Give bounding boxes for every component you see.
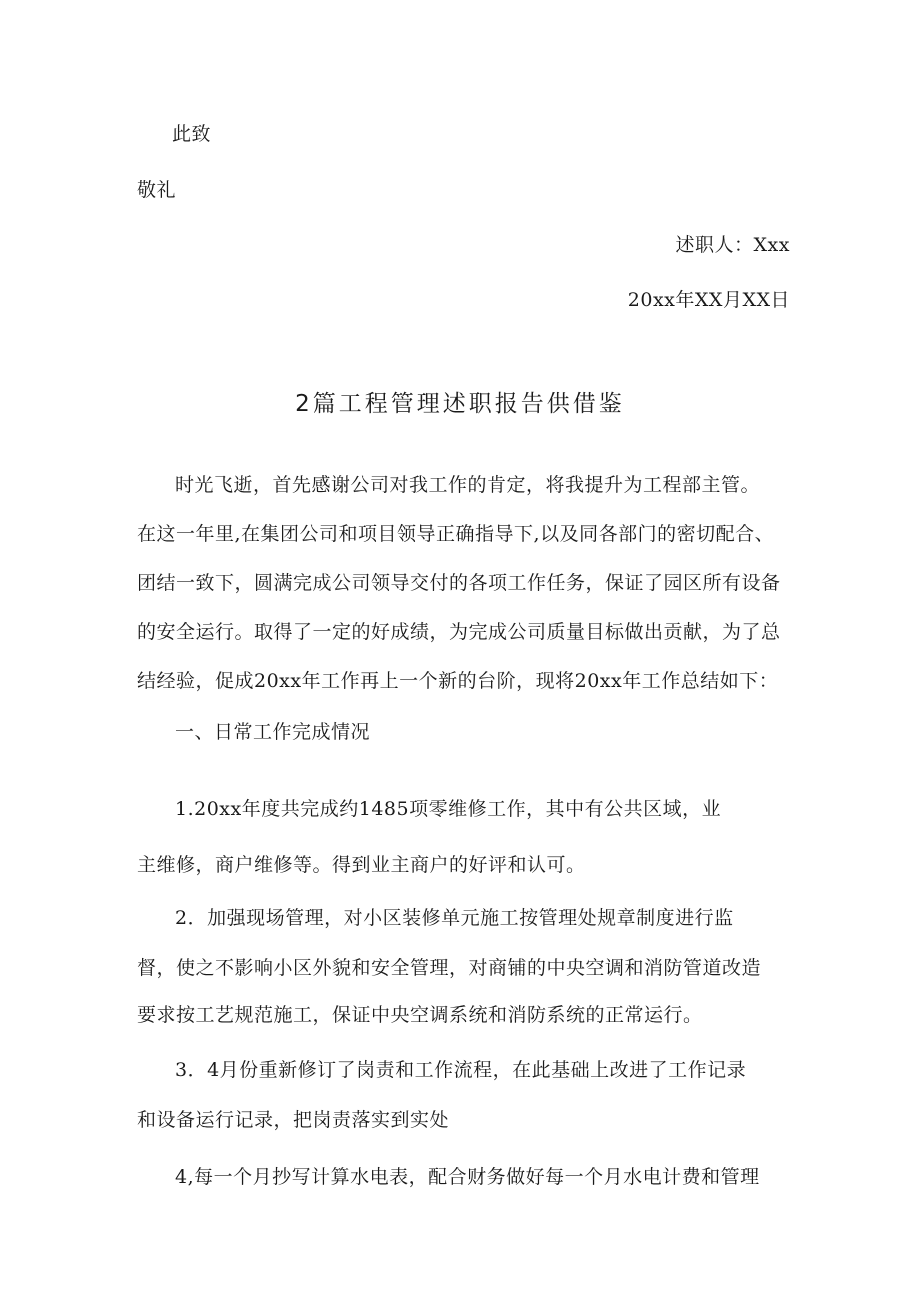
intro-line-1: 时光飞逝，首先感谢公司对我工作的肯定，将我提升为工程部主管。 [175,474,761,496]
item4-line-1: 4,每一个月抄写计算水电表，配合财务做好每一个月水电计费和管理 [175,1166,760,1188]
intro-line-4: 的安全运行。取得了一定的好成绩，为完成公司质量目标做出贡献，为了总 [137,621,781,643]
intro-line-3: 团结一致下，圆满完成公司领导交付的各项工作任务，保证了园区所有设备 [137,572,781,594]
item2-line-3: 要求按工艺规范施工，保证中央空调系统和消防系统的正常运行。 [137,1004,703,1026]
signer-line: 述职人：Xxx [675,234,790,256]
item3-line-1: 3．4月份重新修订了岗责和工作流程，在此基础上改进了工作记录 [175,1059,747,1081]
date-line: 20xx年XX月XX日 [627,289,790,311]
closing-salute-1: 此致 [172,123,212,145]
item2-line-2: 督，使之不影响小区外貌和安全管理，对商铺的中央空调和消防管道改造 [137,957,762,979]
item1-line-1: 1.20xx年度共完成约1485项零维修工作，其中有公共区域，业 [175,798,722,820]
item2-line-1: 2．加强现场管理，对小区装修单元施工按管理处规章制度进行监 [175,907,734,929]
article-title: 2篇工程管理述职报告供借鉴 [295,391,625,417]
item3-line-2: 和设备运行记录，把岗责落实到实处 [137,1109,450,1131]
intro-line-5: 结经验，促成20xx年工作再上一个新的台阶，现将20xx年工作总结如下： [137,670,779,692]
section-heading: 一、日常工作完成情况 [175,721,371,743]
closing-salute-2: 敬礼 [137,179,177,201]
intro-line-2: 在这一年里,在集团公司和项目领导正确指导下,以及同各部门的密切配合、 [137,523,775,545]
item1-line-2: 主维修，商户维修等。得到业主商户的好评和认可。 [137,854,586,876]
